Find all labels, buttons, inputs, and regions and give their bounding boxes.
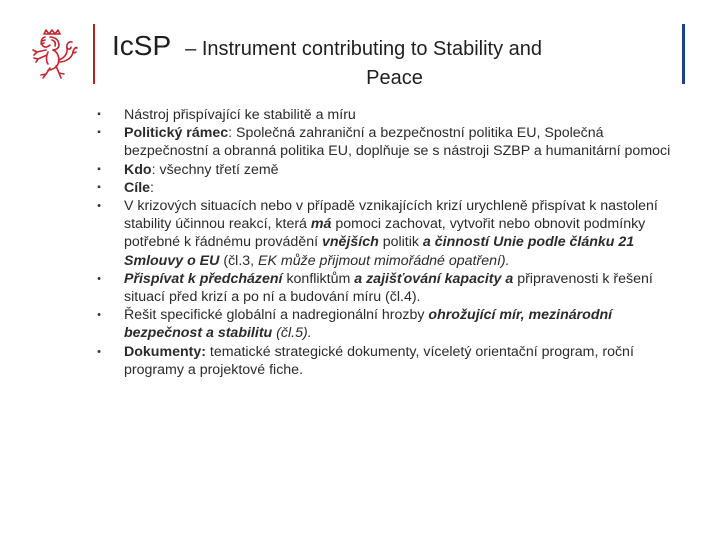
- title-line-2: Peace: [366, 67, 423, 89]
- round-bullet-icon: [93, 270, 105, 289]
- square-bullet-icon: [93, 124, 105, 142]
- title-abbreviation: IcSP: [112, 30, 172, 61]
- square-bullet-icon: [93, 161, 105, 179]
- square-bullet-icon: [93, 106, 105, 124]
- round-bullet-icon: [93, 197, 105, 216]
- bullet-text: (čl.3,: [219, 252, 259, 269]
- bullet-text: tematické strategické dokumenty, víceletý orientační program, roční programy a projektové fiche.: [124, 343, 634, 378]
- bullet-italic-note: EK může přijmout mimořádné opatření).: [258, 252, 510, 269]
- bullet-text: : Společná zahraniční a bezpečnostní politika EU, Společná bezpečnostní a obranná politika EU, doplňuje se s nástroji SZBP a humanitární pomoci: [124, 125, 671, 160]
- bullet-text: Nástroj přispívající ke stabilitě a míru: [124, 107, 356, 123]
- bullet-emphasis: a zajišťování kapacity a: [354, 270, 514, 287]
- bullet-text: pomoci zachovat, vytvořit nebo obnovit podmínky potřebné k řádnému provádění: [124, 216, 646, 251]
- bullet-item-goals: [124, 179, 684, 197]
- czech-lion-emblem-icon: [28, 28, 78, 80]
- bullet-text: připravenosti k řešení situací před krizí a po ní a budování míru (čl.4).: [124, 270, 653, 306]
- bullet-item-global-threats: [124, 306, 684, 342]
- bullet-item-policy-framework: [124, 124, 684, 160]
- bullet-item-conflict-prevention: [124, 270, 684, 306]
- bullet-text: politik: [378, 234, 423, 251]
- bullet-label: Kdo: [124, 161, 152, 178]
- bullet-text: V krizových situacích nebo v případě vznikajících krizí urychleně přispívat k nastolení stability účinnou reakcí, která: [124, 198, 658, 233]
- bullet-emphasis: vnějších: [321, 234, 379, 251]
- bullet-italic-note: (čl.5).: [272, 325, 312, 342]
- bullet-text: : všechny třetí země: [151, 161, 279, 178]
- bullet-emphasis: a činností Unie podle článku 21 Smlouvy o EU: [124, 234, 635, 269]
- title-rule-right: [682, 24, 685, 84]
- round-bullet-icon: [93, 343, 105, 362]
- bullet-emphasis: Přispívat k předcházení: [124, 270, 283, 287]
- bullet-item-documents: [124, 343, 684, 379]
- slide-title: [112, 26, 677, 90]
- title-rule-left: [93, 24, 95, 84]
- bullet-text: Řešit specifické globální a nadregionální hrozby: [124, 307, 429, 324]
- bullet-label: Dokumenty:: [124, 343, 206, 360]
- round-bullet-icon: [93, 306, 105, 325]
- bullet-item-who: [124, 161, 684, 179]
- bullet-text: :: [150, 179, 154, 196]
- bullet-item-crisis-response: [124, 197, 684, 270]
- title-text: – Instrument contributing to Stability and: [185, 38, 543, 60]
- bullet-emphasis: ohrožující mír, mezinárodní bezpečnost a stabilitu: [124, 307, 613, 342]
- bullet-emphasis: má: [310, 216, 332, 233]
- square-bullet-icon: [93, 179, 105, 197]
- bullet-item-purpose: [124, 106, 684, 124]
- bullet-label: Politický rámec: [124, 125, 229, 142]
- bullet-list: [124, 106, 684, 379]
- bullet-text: konfliktům: [282, 270, 355, 287]
- bullet-label: Cíle: [124, 179, 151, 196]
